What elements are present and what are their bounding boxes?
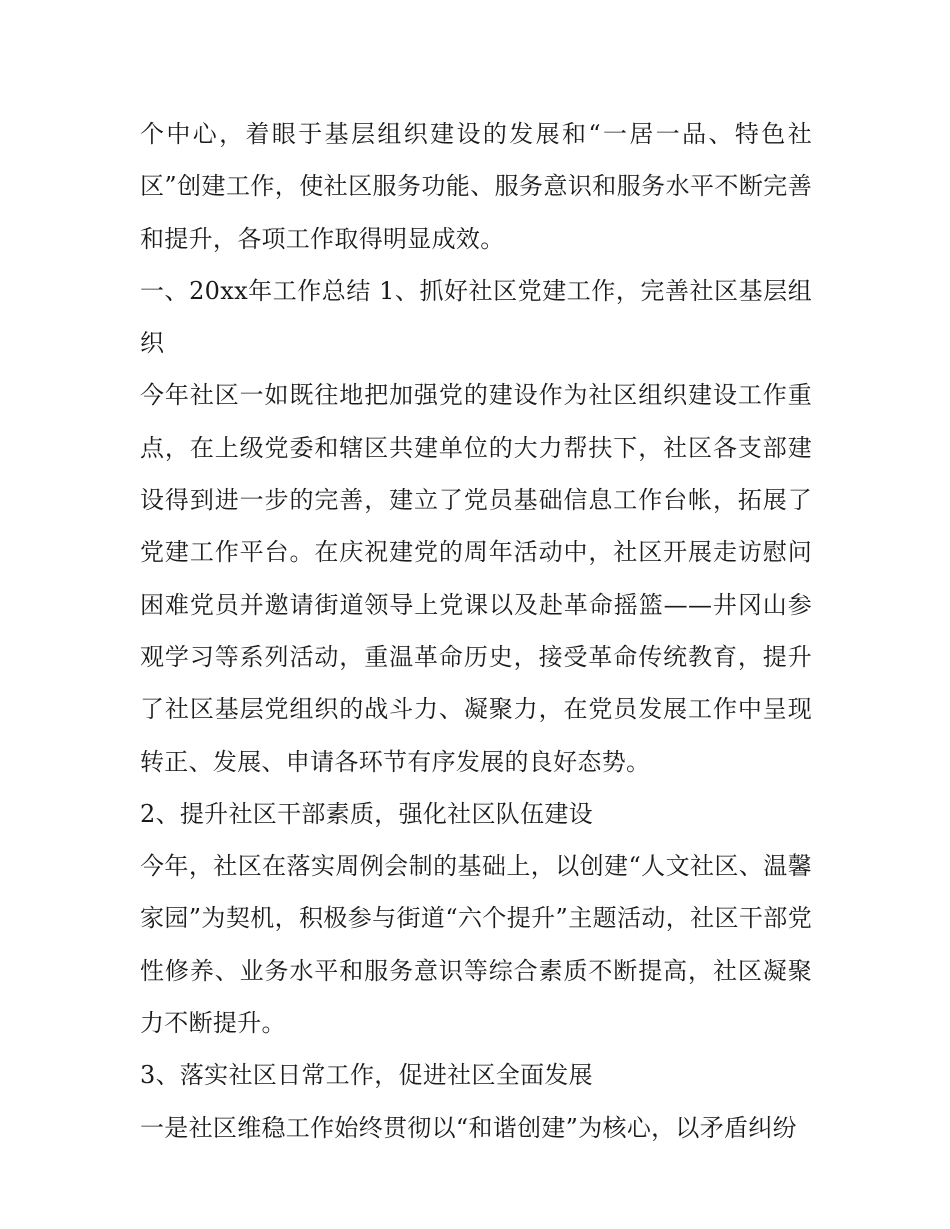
paragraph-stability: 一是社区维稳工作始终贯彻以“和谐创建”为核心，以矛盾纠纷 bbox=[140, 1113, 797, 1142]
section-heading-2: 2、提升社区干部素质，强化社区队伍建设 bbox=[140, 799, 593, 828]
paragraph-party-building: 今年社区一如既往地把加强党的建设作为社区组织建设工作重点，在上级党委和辖区共建单位的大力帮扶下，社区各支部建设得到进一步的完善，建立了党员基础信息工作台帐，拓展了党建工作平台。在庆祝建党的周年活动中，社区开展走访慰问困难党员并邀请街道领导上党课以及赴革命摇篮——井冈山参观学习等系列活动，重温革命历史，接受革命传统教育，提升了社区基层党组织的战斗力、凝聚力，在党员发展工作中呈现转正、发展、申请各环节有序发展的良好态势。 bbox=[140, 381, 812, 776]
paragraph-intro: 个中心，着眼于基层组织建设的发展和“一居一品、特色社区”创建工作，使社区服务功能、服务意识和服务水平不断完善和提升，各项工作取得明显成效。 bbox=[140, 120, 812, 253]
document-body bbox=[140, 108, 812, 1154]
section-heading-1: 一、20xx年工作总结 1、抓好社区党建工作，完善社区基层组织 bbox=[140, 276, 812, 358]
section-heading-3: 3、落实社区日常工作，促进社区全面发展 bbox=[140, 1061, 593, 1090]
paragraph-cadre-quality: 今年，社区在落实周例会制的基础上，以创建“人文社区、温馨家园”为契机，积极参与街道“六个提升”主题活动，社区干部党性修养、业务水平和服务意识等综合素质不断提高，社区凝聚力不断提升。 bbox=[140, 852, 812, 1038]
